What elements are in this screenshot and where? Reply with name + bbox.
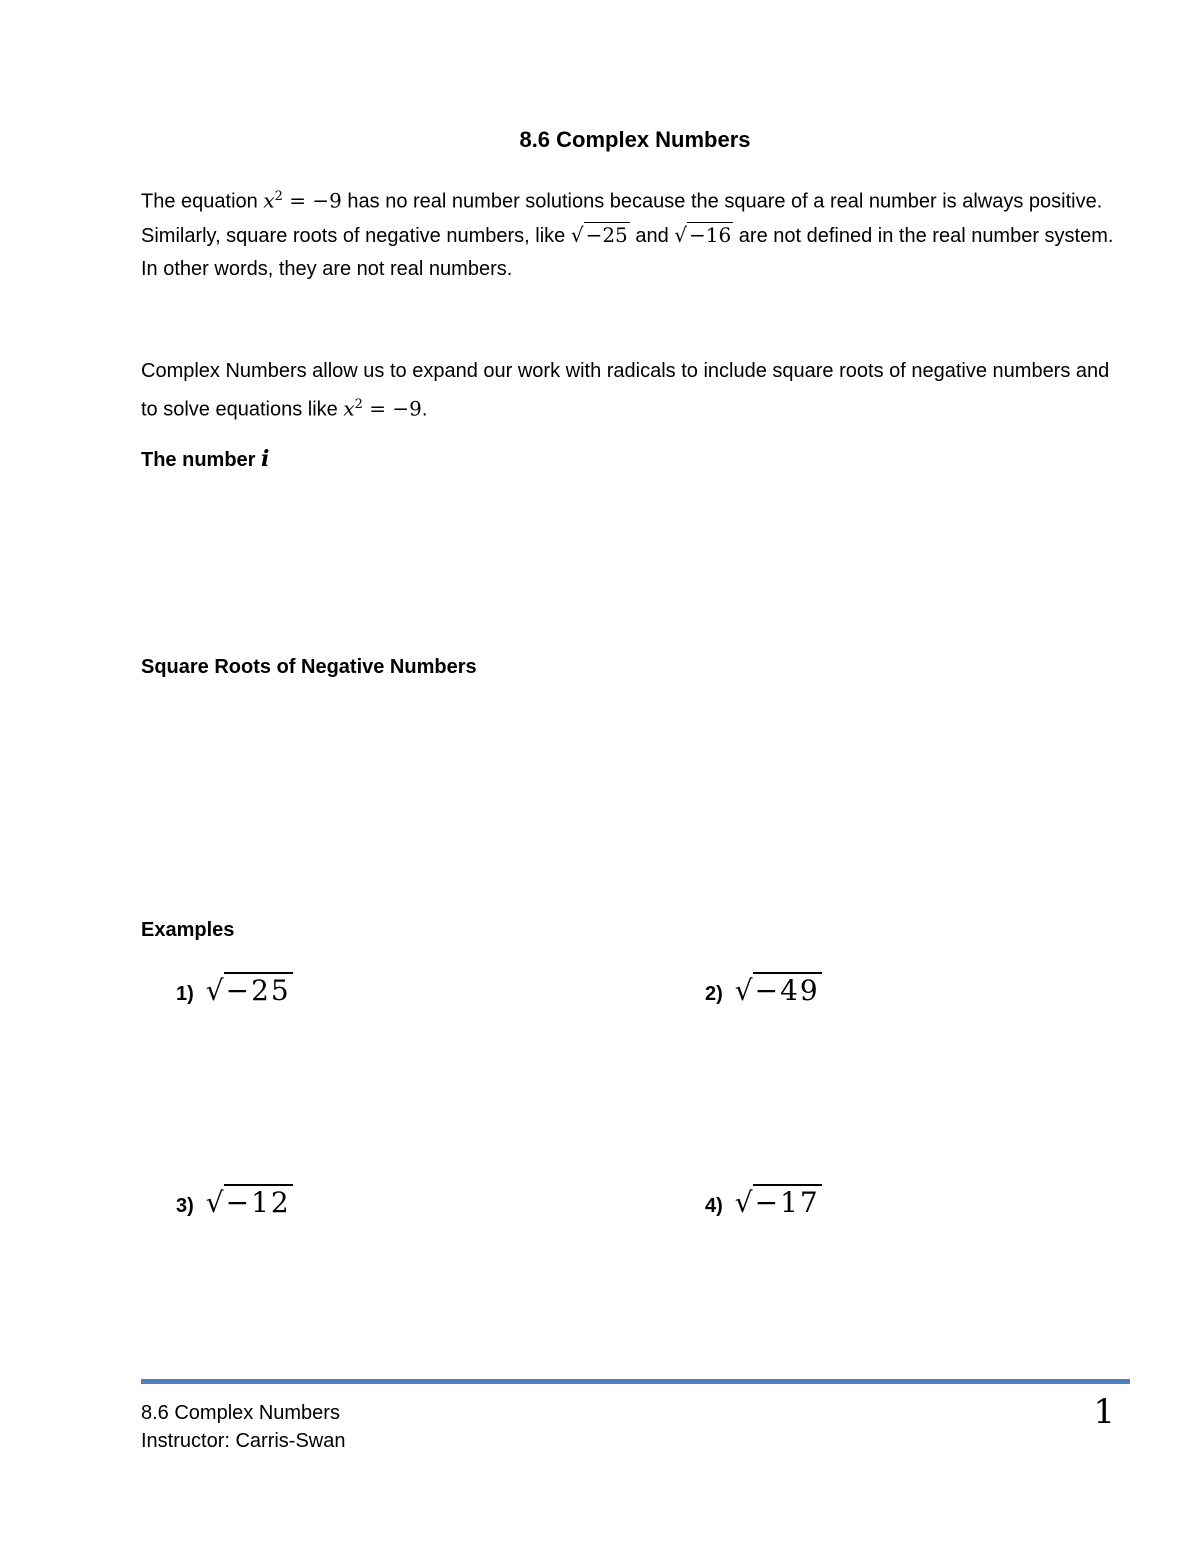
radical-neg-25: √ −25 [570,222,628,247]
example-4 [705,1186,822,1219]
example-radical: √−17 [734,1186,820,1219]
footer-rule [141,1379,1130,1384]
equation-rhs: = −9 [282,188,342,213]
footer-instructor: Instructor: Carris-Swan [141,1430,346,1452]
page-title: 8.6 Complex Numbers [519,127,751,152]
example-2 [705,974,822,1007]
imaginary-unit: i [261,446,270,472]
equation-exponent: 2 [274,189,283,204]
equation-variable: x [343,396,355,421]
example-1 [176,974,293,1007]
intro-paragraph: The equation $x^2 = -9$ has no real number solutions because the square of a real number is always positive. Similarly, square roots of negative numbers, like √ −25 and √ −16 are not defined in the real number system. In other words, they are not real numbers. [141,188,1114,280]
example-label: 2) [705,983,723,1005]
equation-rhs: = −9 [362,396,422,421]
heading-examples: Examples [141,919,235,941]
complex-numbers-paragraph: Complex Numbers allow us to expand our work with radicals to include square roots of negative numbers and to solve equations like $x^2 = -9$. [141,360,1110,421]
example-label: 4) [705,1195,723,1217]
example-label: 3) [176,1195,194,1217]
footer-course-title: 8.6 Complex Numbers [141,1402,340,1424]
example-radical: √−49 [734,974,820,1007]
example-radical: √−25 [205,974,291,1007]
heading-number-i: The number i [141,446,270,472]
equation-variable: x [263,188,275,213]
heading-square-roots: Square Roots of Negative Numbers [141,656,477,678]
equation-exponent: 2 [354,397,363,412]
page-number: 1 [1093,1392,1115,1432]
example-label: 1) [176,983,194,1005]
example-3 [176,1186,293,1219]
example-radical: √−12 [205,1186,291,1219]
radical-neg-16: √ −16 [674,222,732,247]
